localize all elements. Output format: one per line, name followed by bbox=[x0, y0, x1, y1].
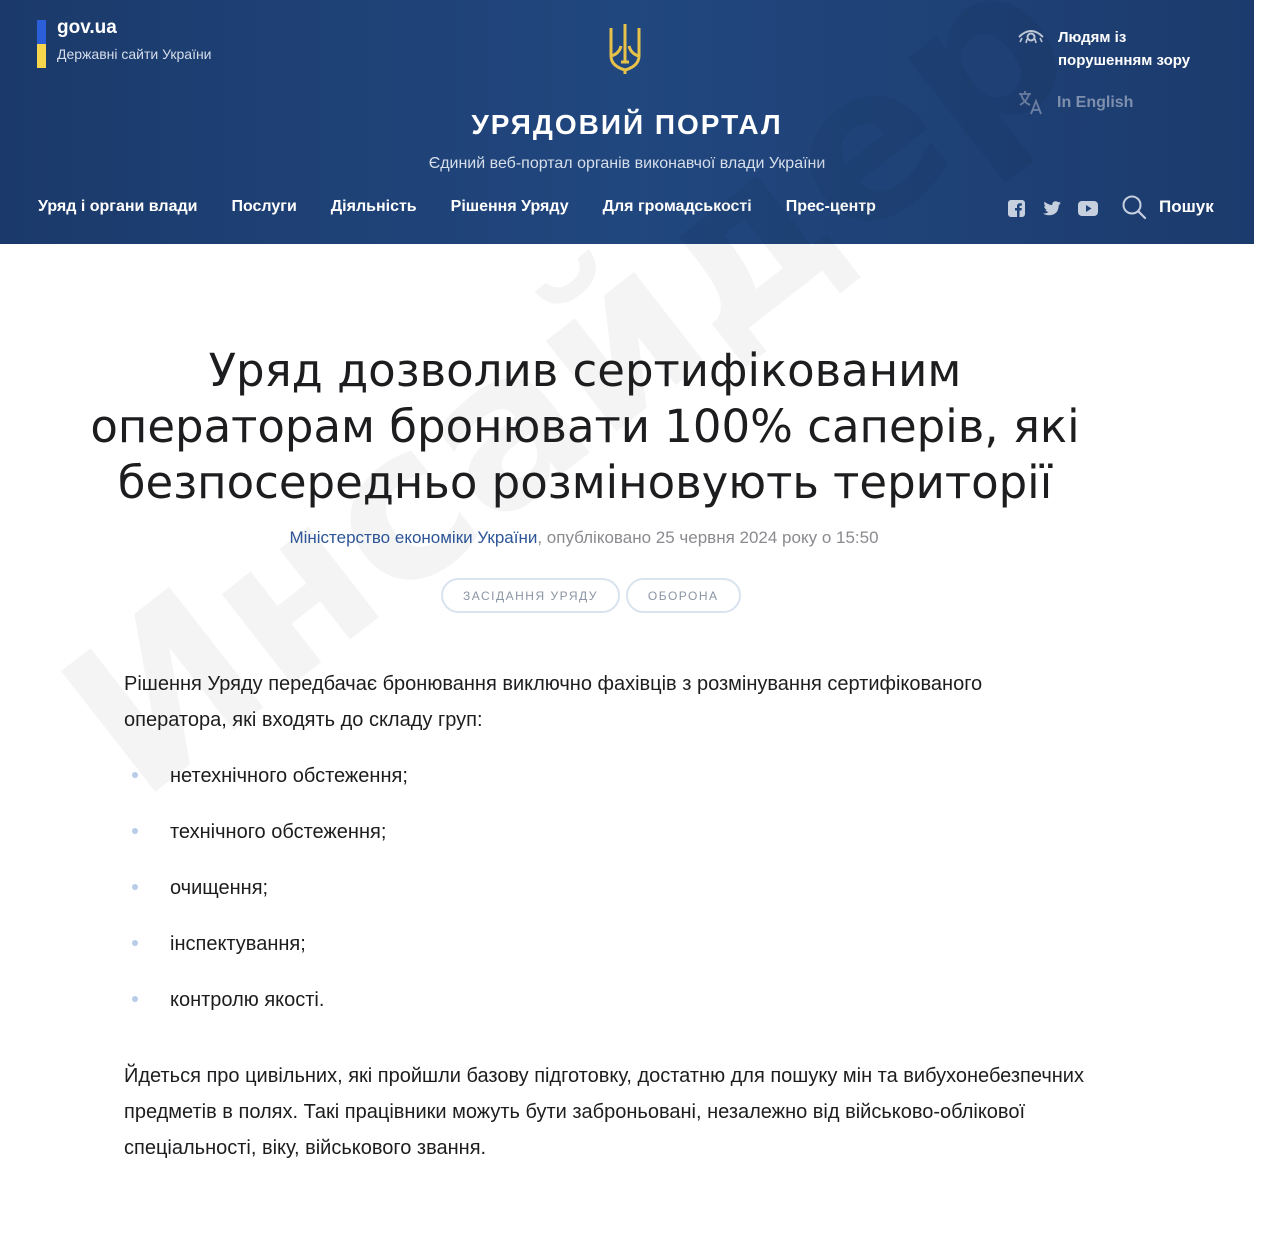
search-label[interactable]: Пошук bbox=[1159, 197, 1214, 216]
article-paragraph: Рішення Уряду передбачає бронювання виключно фахівців з розмінування сертифікованого оператора, які входять до складу груп: bbox=[124, 673, 983, 731]
portal-title[interactable]: УРЯДОВИЙ ПОРТАЛ bbox=[471, 109, 783, 140]
nav-item-public[interactable]: Для громадськості bbox=[602, 198, 752, 215]
nav-item-government[interactable]: Уряд і органи влади bbox=[38, 198, 198, 215]
twitter-icon[interactable] bbox=[1042, 198, 1062, 218]
list-item: контролю якості. bbox=[124, 982, 408, 1038]
nav-item-decisions[interactable]: Рішення Уряду bbox=[450, 198, 569, 215]
bullet-icon bbox=[132, 884, 138, 890]
youtube-icon[interactable] bbox=[1078, 198, 1098, 218]
facebook-icon[interactable] bbox=[1006, 198, 1026, 218]
language-label[interactable]: In English bbox=[1057, 94, 1134, 111]
govua-title[interactable]: gov.ua bbox=[57, 17, 117, 38]
nav-item-services[interactable]: Послуги bbox=[231, 198, 297, 215]
nav-item-activity[interactable]: Діяльність bbox=[330, 198, 417, 215]
bullet-icon bbox=[132, 772, 138, 778]
social-links bbox=[1006, 198, 1114, 218]
article-paragraph: Йдеться про цивільних, які пройшли базову підготовку, достатню для пошуку мін та вибухонебезпечних предметів в полях. Такі працівники можуть бути заброньовані, незалежно від військово-облікової спеціальності, віку, військового звання. bbox=[124, 1065, 1084, 1159]
accessibility-link[interactable] bbox=[1017, 26, 1218, 72]
eye-icon bbox=[1017, 29, 1045, 45]
site-header bbox=[0, 0, 1254, 244]
main-nav bbox=[38, 196, 910, 218]
tag-list bbox=[441, 578, 747, 613]
accessibility-label[interactable]: Людям із порушенням зору bbox=[1058, 29, 1191, 69]
list-item: інспектування; bbox=[124, 926, 408, 982]
govua-link[interactable] bbox=[37, 16, 212, 68]
nav-item-press-center[interactable]: Прес-центр bbox=[785, 198, 876, 215]
tag-defense[interactable]: ОБОРОНА bbox=[626, 578, 741, 613]
search-button[interactable] bbox=[1121, 194, 1214, 220]
bullet-icon bbox=[132, 996, 138, 1002]
groups-list bbox=[124, 758, 408, 1038]
govua-subtitle: Державні сайти України bbox=[57, 46, 212, 62]
list-item: очищення; bbox=[124, 870, 408, 926]
bullet-icon bbox=[132, 940, 138, 946]
portal-subtitle: Єдиний веб-портал органів виконавчої влади України bbox=[428, 155, 826, 172]
source-link[interactable]: Міністерство економіки України bbox=[289, 528, 538, 547]
trident-logo-icon[interactable] bbox=[607, 22, 643, 76]
language-switch[interactable] bbox=[1017, 90, 1133, 116]
search-icon bbox=[1121, 194, 1147, 220]
publish-date: , опубліковано 25 червня 2024 року о 15:50 bbox=[537, 528, 879, 547]
translate-icon bbox=[1017, 90, 1045, 116]
ukraine-flag-icon bbox=[37, 20, 46, 68]
list-item: нетехнічного обстеження; bbox=[124, 758, 408, 814]
article-title: Уряд дозволив сертифікованим операторам бронювати 100% саперів, які безпосередньо розміновують території bbox=[90, 344, 1080, 509]
bullet-icon bbox=[132, 828, 138, 834]
list-item: технічного обстеження; bbox=[124, 814, 408, 870]
tag-government-meeting[interactable]: ЗАСІДАННЯ УРЯДУ bbox=[441, 578, 620, 613]
article-meta bbox=[0, 528, 1168, 548]
